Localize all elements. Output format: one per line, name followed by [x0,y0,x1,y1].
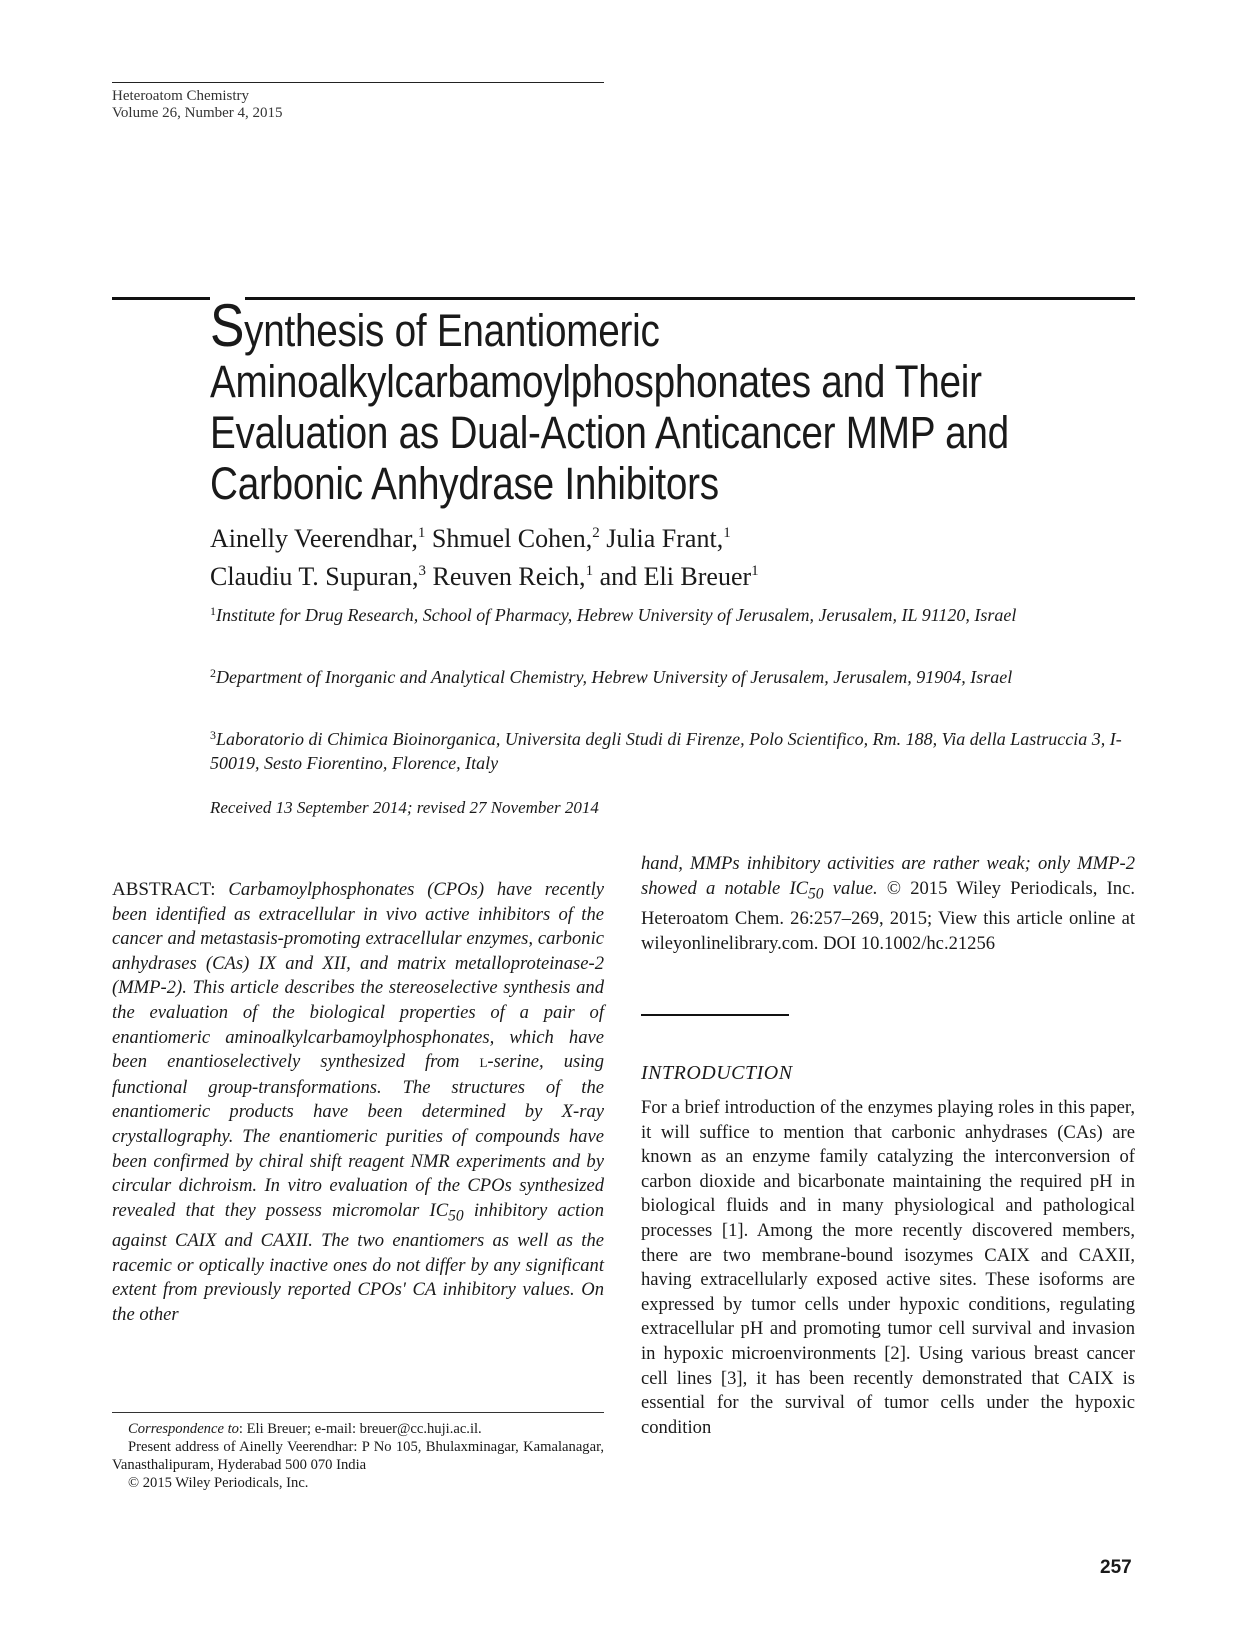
footnote [112,1420,604,1492]
author: and Eli Breuer$^1$ [599,562,759,591]
journal-header [112,88,283,122]
correspondence: Correspondence to: Eli Breuer; e-mail: breuer@cc.huji.ac.il. [128,1421,482,1437]
abstract-continued: hand, MMPs inhibitory activities are rather weak; only MMP-2 showed a notable $IC_{50}$ value. © 2015 Wiley Periodicals, Inc. Heteroatom Chem. 26:257–269, 2015; View this article online at wileyonlinelibrary.com. DOI 10.1002/hc.21256 [641,853,1135,954]
author: Reuven Reich,$^1$ [432,562,594,591]
affiliation: $^3$Laboratorio di Chimica Bioinorganica, Universita degli Studi di Firenze, Polo Scientifico, Rm. 188, Via della Lastruccia 3, I-50019, Sesto Fiorentino, Florence, Italy [210,728,1122,773]
title-initial: S [210,292,245,359]
abstract-label: ABSTRACT: [112,879,216,900]
introduction-body: For a brief introduction of the enzymes playing roles in this paper, it will suffice to mention that carbonic anhydrases (CAs) are known as an enzyme family catalyzing the interconversion of carbon dioxide and bicarbonate maintaining the required pH in biological fluids and in many physiological and pathological processes [1]. Among the more recently discovered members, there are two membrane-bound isozymes CAIX and CAXII, having extracellularly exposed active sites. These isoforms are expressed by tumor cells under hypoxic conditions, regulating extracellular pH and promoting tumor cell survival and invasion in hypoxic microenvironments [2]. Using various breast cancer cell lines [3], it has been recently demonstrated that CAIX is essential for the survival of tumor cells under the hypoxic condition [641,1097,1135,1438]
section-heading: INTRODUCTION [641,1062,793,1084]
author: Ainelly Veerendhar,$^1$ [210,524,426,553]
journal-name: Heteroatom Chemistry [112,88,250,104]
copyright: © 2015 Wiley Periodicals, Inc. [128,1475,309,1491]
present-address: Present address of Ainelly Veerendhar: P No 105, Bhulaxminagar, Kamalanagar, Vanasthalipuram, Hyderabad 500 070 India [112,1439,604,1473]
received-dates: Received 13 September 2014; revised 27 November 2014 [210,798,599,817]
abstract: ABSTRACT: Carbamoylphosphonates (CPOs) have recently been identified as extracellular in vivo active inhibitors of the cancer and metastasis-promoting extracellular enzymes, carbonic anhydrases (CAs) IX and XII, and matrix metalloproteinase-2 (MMP-2). This article describes the stereoselective synthesis and the evaluation of the biological properties of a pair of enantiomeric aminoalkylcarbamoylphosphonates, which have been enantioselectively synthesized from L-serine, using functional group-transformations. The structures of the enantiomeric products have been determined by X-ray crystallography. The enantiomeric purities of compounds have been confirmed by chiral shift reagent NMR experiments and by circular dichroism. In vitro evaluation of the CPOs synthesized revealed that they possess micromolar $IC_{50}$ inhibitory action against CAIX and CAXII. The two enantiomers as well as the racemic or optically inactive ones do not differ by any significant extent from previously reported CPOs' CA inhibitory values. On the other [112,879,604,1325]
abstract-citation: © 2015 Wiley Periodicals, Inc. Heteroatom Chem. 26:257–269, 2015; View this article online at wileyonlinelibrary.com. DOI 10.1002/hc.21256 [641,877,1135,954]
section-rule [641,1014,789,1016]
author-list [210,520,1140,596]
journal-volume: Volume 26, Number 4, 2015 [112,105,283,121]
affiliation: $^1$Institute for Drug Research, School of Pharmacy, Hebrew University of Jerusalem, Jerusalem, IL 91120, Israel [210,604,1017,625]
title-text: ynthesis of Enantiomeric Aminoalkylcarbamoylphosphonates and Their Evaluation as Dual-Action Anticancer MMP and Carbonic Anhydrase Inhibitors [210,305,1009,509]
article-title [210,292,1010,509]
title-rule-left [112,297,210,300]
footnote-rule [112,1412,604,1413]
header-rule [112,82,604,83]
page-number: 257 [1100,1557,1132,1578]
author: Shmuel Cohen,$^2$ [431,524,600,553]
author: Claudiu T. Supuran,$^3$ [210,562,426,591]
author: Julia Frant,$^1$ [606,524,731,553]
affiliation: $^2$Department of Inorganic and Analytical Chemistry, Hebrew University of Jerusalem, Jerusalem, 91904, Israel [210,666,1013,687]
